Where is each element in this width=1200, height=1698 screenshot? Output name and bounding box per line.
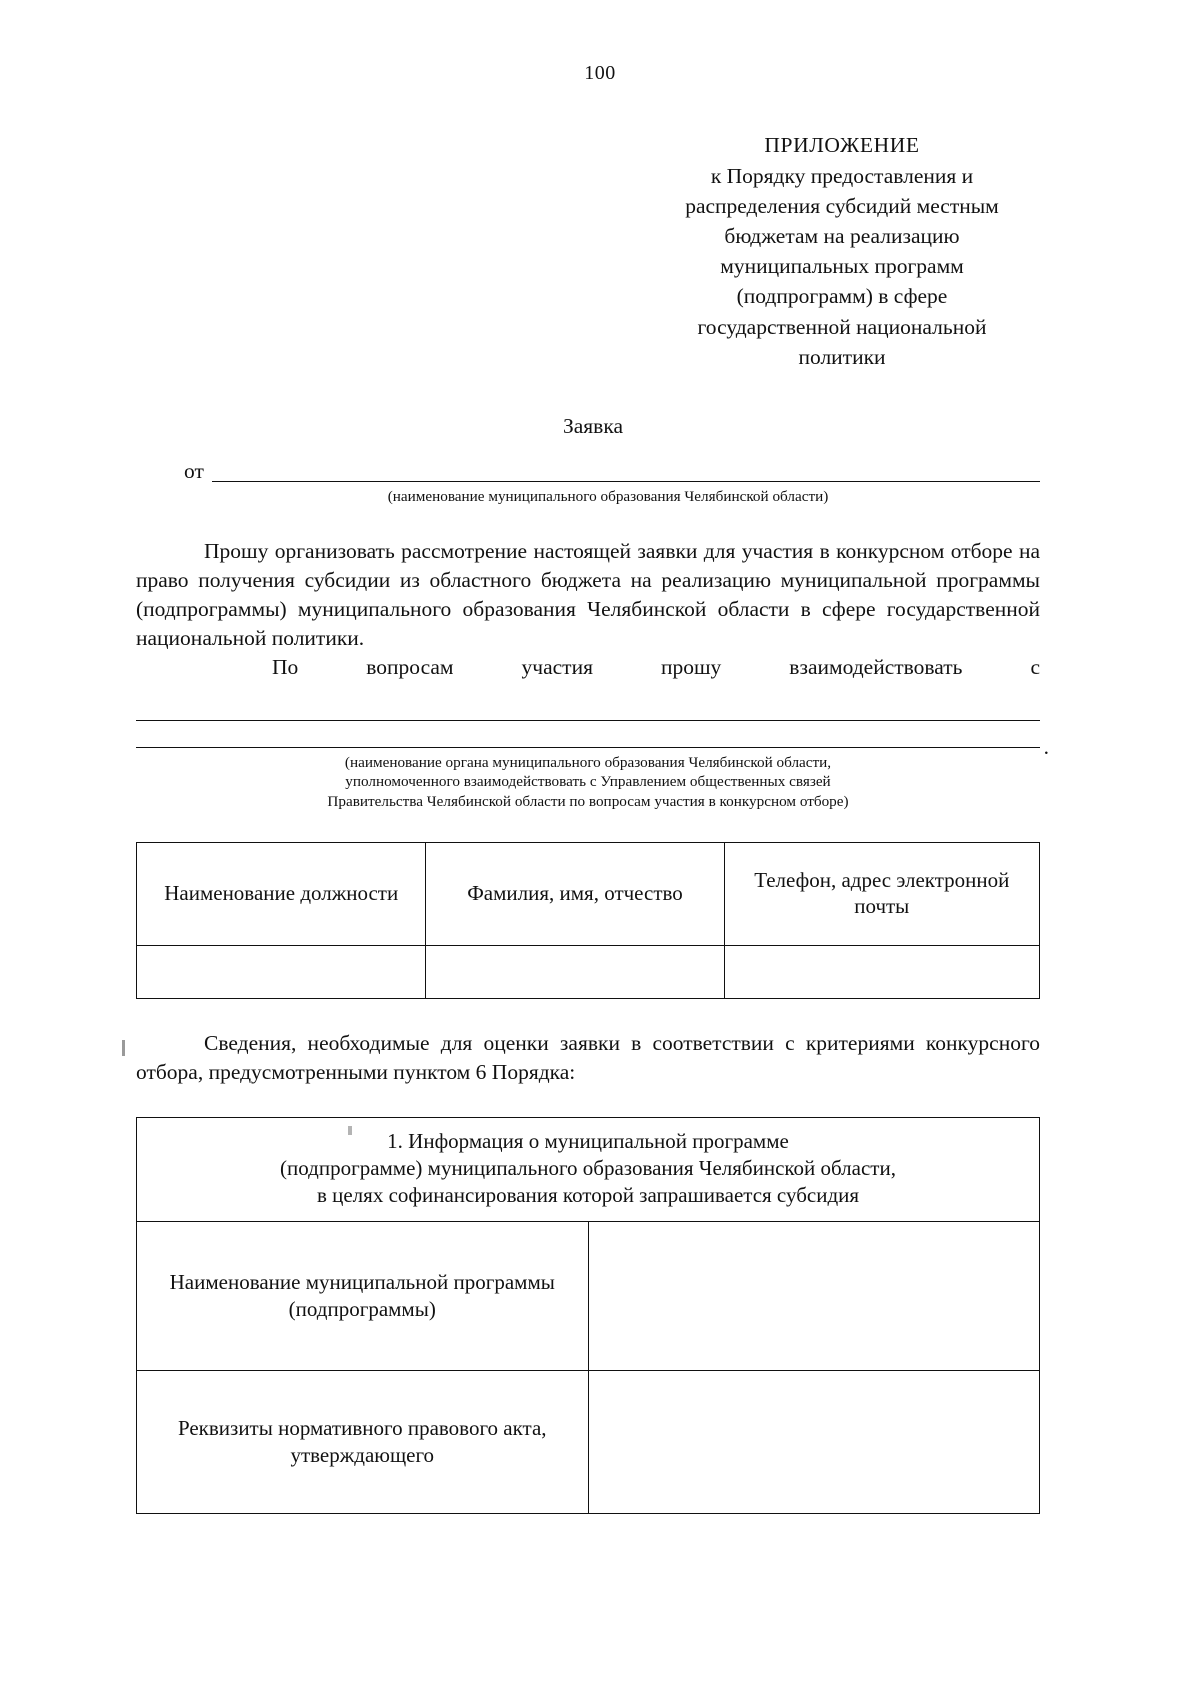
contact-header-fullname: Фамилия, имя, отчество (426, 842, 724, 945)
from-field-row (136, 458, 1040, 483)
body-paragraph-2 (136, 653, 1040, 682)
org-caption-line-3: Правительства Челябинской области по вопросам участия в конкурсном отборе) (327, 793, 849, 811)
form-heading: Заявка (562, 413, 624, 438)
org-input-rule-2[interactable] (136, 747, 1040, 748)
appendix-subtitle-line-5: (подпрограмм) в сфере (736, 284, 948, 309)
from-label: от (184, 458, 204, 483)
contact-header-phone-email: Телефон, адрес электронной почты (724, 842, 1039, 945)
from-input-rule[interactable] (212, 461, 1040, 482)
org-caption-line-2: уполномоченного взаимодействовать с Управлением общественных связей (345, 773, 831, 791)
body-paragraph-3: Сведения, необходимые для оценки заявки в соответствии с критериями конкурсного отбора, предусмотренными пунктом 6 Порядка: (136, 1030, 1040, 1084)
table-row (137, 1222, 1040, 1371)
org-caption-line-1: (наименование органа муниципального образования Челябинской области, (344, 753, 832, 771)
appendix-subtitle-line-1: к Порядку предоставления и (710, 164, 974, 189)
appendix-title: ПРИЛОЖЕНИЕ (764, 133, 920, 157)
contact-cell-fullname[interactable] (426, 945, 724, 998)
page-number: 100 (584, 62, 616, 84)
scan-artifact-mark (122, 1040, 125, 1056)
program-info-table (136, 1117, 1040, 1515)
paragraph-2-word-3: участия (521, 654, 593, 679)
appendix-subtitle-line-3: бюджетам на реализацию (724, 224, 960, 249)
paragraph-2-word-5: взаимодействовать (789, 654, 963, 679)
appendix-subtitle-line-2: распределения субсидий местным (685, 194, 999, 219)
contact-header-position: Наименование должности (137, 842, 426, 945)
paragraph-2-word-6: с (1030, 654, 1041, 679)
info-banner-line-3: в целях софинансирования которой запрашивается субсидия (316, 1183, 860, 1208)
info-table-banner (137, 1117, 1040, 1222)
appendix-subtitle-line-7: политики (798, 344, 886, 369)
table-header-row (137, 842, 1040, 945)
table-row (137, 1371, 1040, 1514)
contact-cell-position[interactable] (137, 945, 426, 998)
scan-artifact-speck (348, 1126, 352, 1135)
from-field-caption: (наименование муниципального образования Челябинской области) (387, 488, 829, 506)
appendix-subtitle-line-4: муниципальных программ (720, 254, 964, 279)
appendix-subtitle (652, 161, 1032, 372)
contact-cell-phone-email[interactable] (724, 945, 1039, 998)
document-content (136, 130, 1040, 1514)
appendix-subtitle-line-6: государственной национальной (697, 314, 987, 339)
info-row-value-program-name[interactable] (588, 1222, 1040, 1371)
info-table-banner-row (137, 1117, 1040, 1222)
org-caption (136, 753, 1040, 812)
info-row-label-program-name: Наименование муниципальной программы (подпрограммы) (137, 1222, 589, 1371)
paragraph-2-word-2: вопросам (366, 654, 454, 679)
table-row (137, 945, 1040, 998)
paragraph-2-word-4: прошу (660, 654, 722, 679)
info-banner-line-2: (подпрограмме) муниципального образования Челябинской области, (280, 1155, 896, 1180)
info-banner-line-1: 1. Информация о муниципальной программе (387, 1128, 789, 1153)
info-row-value-legal-act[interactable] (588, 1371, 1040, 1514)
contact-table (136, 842, 1040, 999)
paragraph-2-word-1: По (272, 654, 299, 679)
info-row-label-legal-act: Реквизиты нормативного правового акта, утверждающего (137, 1371, 589, 1514)
org-input-rule-1[interactable] (136, 720, 1040, 721)
body-paragraph-1: Прошу организовать рассмотрение настоящей заявки для участия в конкурсном отборе на право получения субсидии из областного бюджета на реализацию муниципальной программы (подпрограммы) муниципального образования Челябинской области в сфере государственной национальной политики. (136, 539, 1040, 650)
appendix-header (652, 130, 1032, 372)
